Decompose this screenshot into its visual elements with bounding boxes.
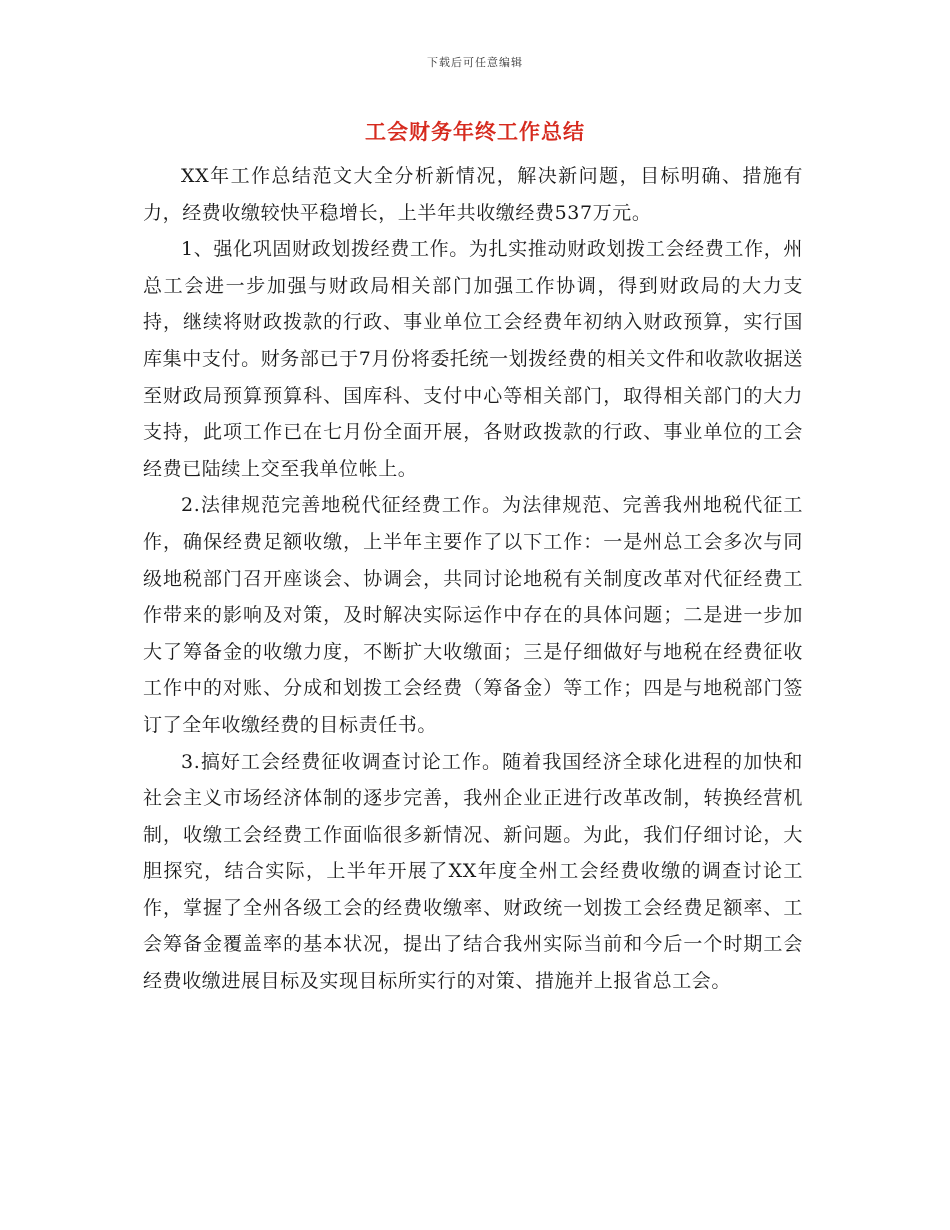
paragraph-section-3: 3.搞好工会经费征收调查讨论工作。随着我国经济全球化进程的加快和社会主义市场经济体制的逐步完善，我州企业正进行改革改制，转换经营机制，收缴工会经费工作面临很多新情况、新问题。为此，我们仔细讨论，大胆探究，结合实际，上半年开展了XX年度全州工会经费收缴的调查讨论工作，掌握了全州各级工会的经费收缴率、财政统一划拨工会经费足额率、工会筹备金覆盖率的基本状况，提出了结合我州实际当前和今后一个时期工会经费收缴进展目标及实现目标所实行的对策、措施并上报省总工会。: [143, 750, 803, 993]
document-body: [143, 158, 803, 1000]
paragraph-intro: XX年工作总结范文大全分析新情况，解决新问题，目标明确、措施有力，经费收缴较快平稳增长，上半年共收缴经费537万元。: [143, 165, 803, 224]
page-header-note: 下载后可任意编辑: [427, 56, 523, 69]
paragraph-section-1: 1、强化巩固财政划拨经费工作。为扎实推动财政划拨工会经费工作，州总工会进一步加强与财政局相关部门加强工作协调，得到财政局的大力支持，继续将财政拨款的行政、事业单位工会经费年初纳入财政预算，实行国库集中支付。财务部已于7月份将委托统一划拨经费的相关文件和收款收据送至财政局预算预算科、国库科、支付中心等相关部门，取得相关部门的大力支持，此项工作已在七月份全面开展，各财政拨款的行政、事业单位的工会经费已陆续上交至我单位帐上。: [143, 238, 803, 480]
document-title: 工会财务年终工作总结: [365, 119, 585, 144]
paragraph-section-2: 2.法律规范完善地税代征经费工作。为法律规范、完善我州地税代征工作，确保经费足额收缴，上半年主要作了以下工作：一是州总工会多次与同级地税部门召开座谈会、协调会，共同讨论地税有关制度改革对代征经费工作带来的影响及对策，及时解决实际运作中存在的具体问题；二是进一步加大了筹备金的收缴力度，不断扩大收缴面；三是仔细做好与地税在经费征收工作中的对账、分成和划拨工会经费（筹备金）等工作；四是与地税部门签订了全年收缴经费的目标责任书。: [143, 494, 803, 736]
